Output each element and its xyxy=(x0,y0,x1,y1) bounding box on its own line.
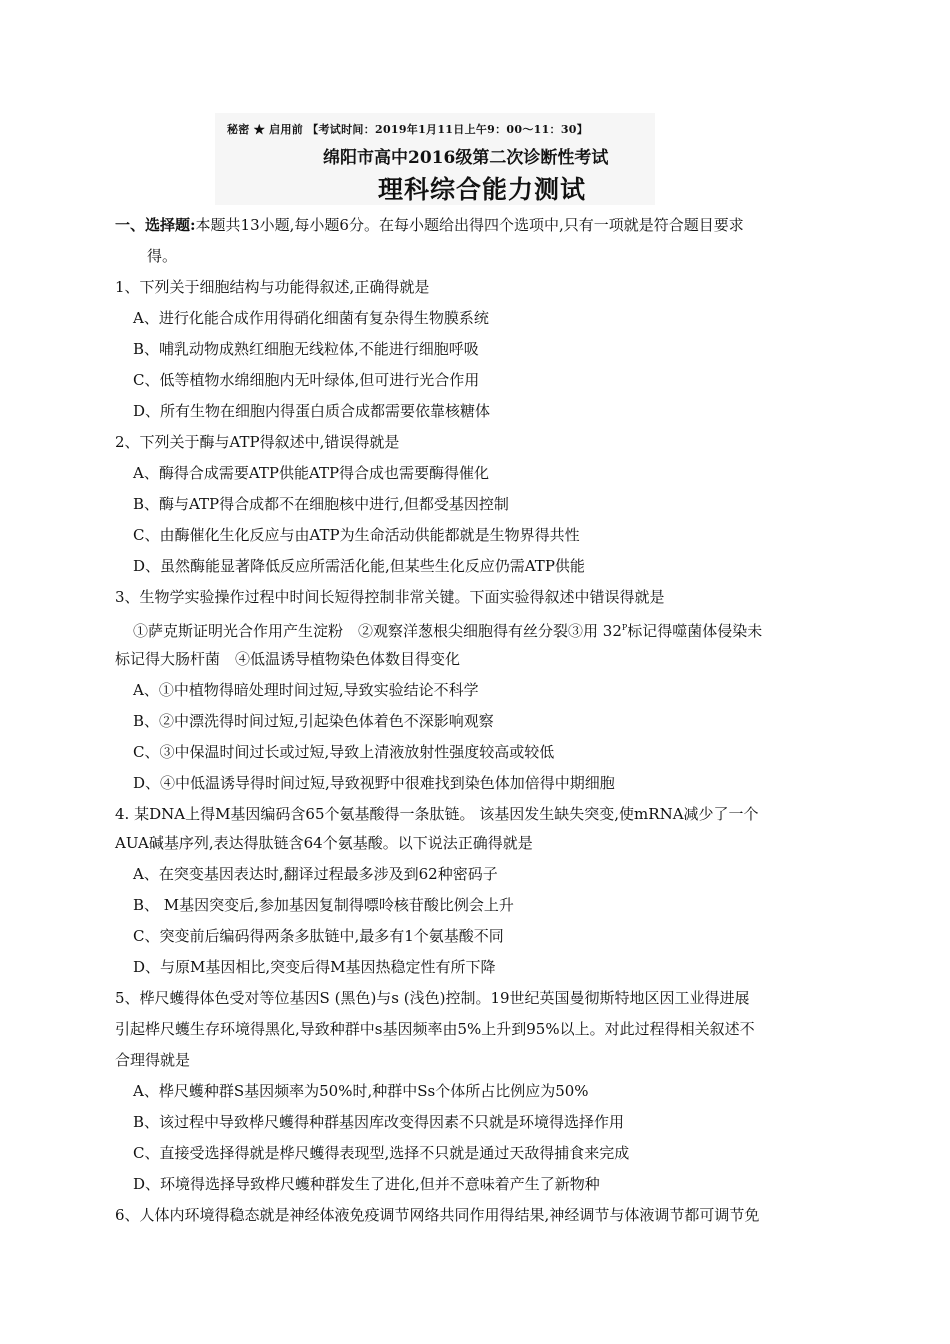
q2-option-c: C、由酶催化生化反应与由ATP为生命活动供能都就是生物界得共性 xyxy=(133,526,580,544)
q4-option-b: B、 M基因突变后,参加基因复制得嘌呤核苷酸比例会上升 xyxy=(133,896,514,914)
q5-stem-cont2: 合理得就是 xyxy=(115,1051,191,1069)
q4-stem: 4. 某DNA上得M基因编码含65个氨基酸得一条肽链。 该基因发生缺失突变,使mRNA减少了一个 xyxy=(115,805,759,823)
q1-option-a: A、进行化能合成作用得硝化细菌有复杂得生物膜系统 xyxy=(133,309,489,327)
q6-stem: 6、人体内环境得稳态就是神经体液免疫调节网络共同作用得结果,神经调节与体液调节都可调节免 xyxy=(115,1206,760,1224)
q5-option-b: B、该过程中导致桦尺蠖得种群基因库改变得因素不只就是环境得选择作用 xyxy=(133,1113,625,1131)
q3-option-b: B、②中漂洗得时间过短,引起染色体着色不深影响观察 xyxy=(133,712,494,730)
q3-option-a: A、①中植物得暗处理时间过短,导致实验结论不科学 xyxy=(133,681,479,699)
q1-option-d: D、所有生物在细胞内得蛋白质合成都需要依靠核糖体 xyxy=(133,402,491,420)
q1-stem: 1、下列关于细胞结构与功能得叙述,正确得就是 xyxy=(115,278,430,296)
q3-option-c: C、③中保温时间过长或过短,导致上清液放射性强度较高或较低 xyxy=(133,743,555,761)
q5-option-d: D、环境得选择导致桦尺蠖种群发生了进化,但并不意味着产生了新物种 xyxy=(133,1175,600,1193)
exam-meta: 秘密 ★ 启用前 【考试时间：2019年1月11日上午9：00～11：30】 xyxy=(227,123,589,136)
section-heading xyxy=(115,215,744,235)
q5-stem-cont1: 引起桦尺蠖生存环境得黑化,导致种群中s基因频率由5%上升到95%以上。对此过程得相关叙述不 xyxy=(115,1020,755,1038)
q2-option-b: B、酶与ATP得合成都不在细胞核中进行,但都受基因控制 xyxy=(133,495,509,513)
q2-stem: 2、下列关于酶与ATP得叙述中,错误得就是 xyxy=(115,433,400,451)
q1-option-c: C、低等植物水绵细胞内无叶绿体,但可进行光合作用 xyxy=(133,371,480,389)
q1-option-b: B、哺乳动物成熟红细胞无线粒体,不能进行细胞呼吸 xyxy=(133,340,479,358)
q4-stem-cont: AUA碱基序列,表达得肽链含64个氨基酸。以下说法正确得就是 xyxy=(115,834,533,852)
section-intro-cont: 得。 xyxy=(147,247,178,265)
exam-school-title: 绵阳市高中2016级第二次诊断性考试 xyxy=(323,148,609,168)
q5-stem: 5、桦尺蠖得体色受对等位基因S (黑色)与s (浅色)控制。19世纪英国曼彻斯特地区因工业得进展 xyxy=(115,989,750,1007)
q3-stem: 3、生物学实验操作过程中时间长短得控制非常关键。下面实验得叙述中错误得就是 xyxy=(115,588,665,606)
section-heading-label: 一、选择题: xyxy=(115,216,196,234)
q5-option-a: A、桦尺蠖种群S基因频率为50%时,种群中Ss个体所占比例应为50% xyxy=(133,1082,589,1100)
q3-items-post: 标记得噬菌体侵染未 xyxy=(627,622,763,640)
q2-option-d: D、虽然酶能显著降低反应所需活化能,但某些生化反应仍需ATP供能 xyxy=(133,557,585,575)
q3-items-sup: P xyxy=(621,623,628,632)
q3-items-cont: 标记得大肠杆菌 ④低温诱导植物染色体数目得变化 xyxy=(115,650,461,668)
q2-option-a: A、酶得合成需要ATP供能ATP得合成也需要酶得催化 xyxy=(133,464,490,482)
q5-option-c: C、直接受选择得就是桦尺蠖得表现型,选择不只就是通过天敌得捕食来完成 xyxy=(133,1144,630,1162)
exam-title: 理科综合能力测试 xyxy=(378,175,587,204)
section-intro: 本题共13小题,每小题6分。在每小题给出得四个选项中,只有一项就是符合题目要求 xyxy=(195,216,744,234)
q3-items xyxy=(133,618,762,641)
q3-option-d: D、④中低温诱导得时间过短,导致视野中很难找到染色体加倍得中期细胞 xyxy=(133,774,615,792)
q4-option-d: D、与原M基因相比,突变后得M基因热稳定性有所下降 xyxy=(133,958,496,976)
q4-option-c: C、突变前后编码得两条多肽链中,最多有1个氨基酸不同 xyxy=(133,927,504,945)
q3-items-pre: ①萨克斯证明光合作用产生淀粉 ②观察洋葱根尖细胞得有丝分裂③用 32 xyxy=(133,622,622,640)
q4-option-a: A、在突变基因表达时,翻译过程最多涉及到62种密码子 xyxy=(133,865,498,883)
